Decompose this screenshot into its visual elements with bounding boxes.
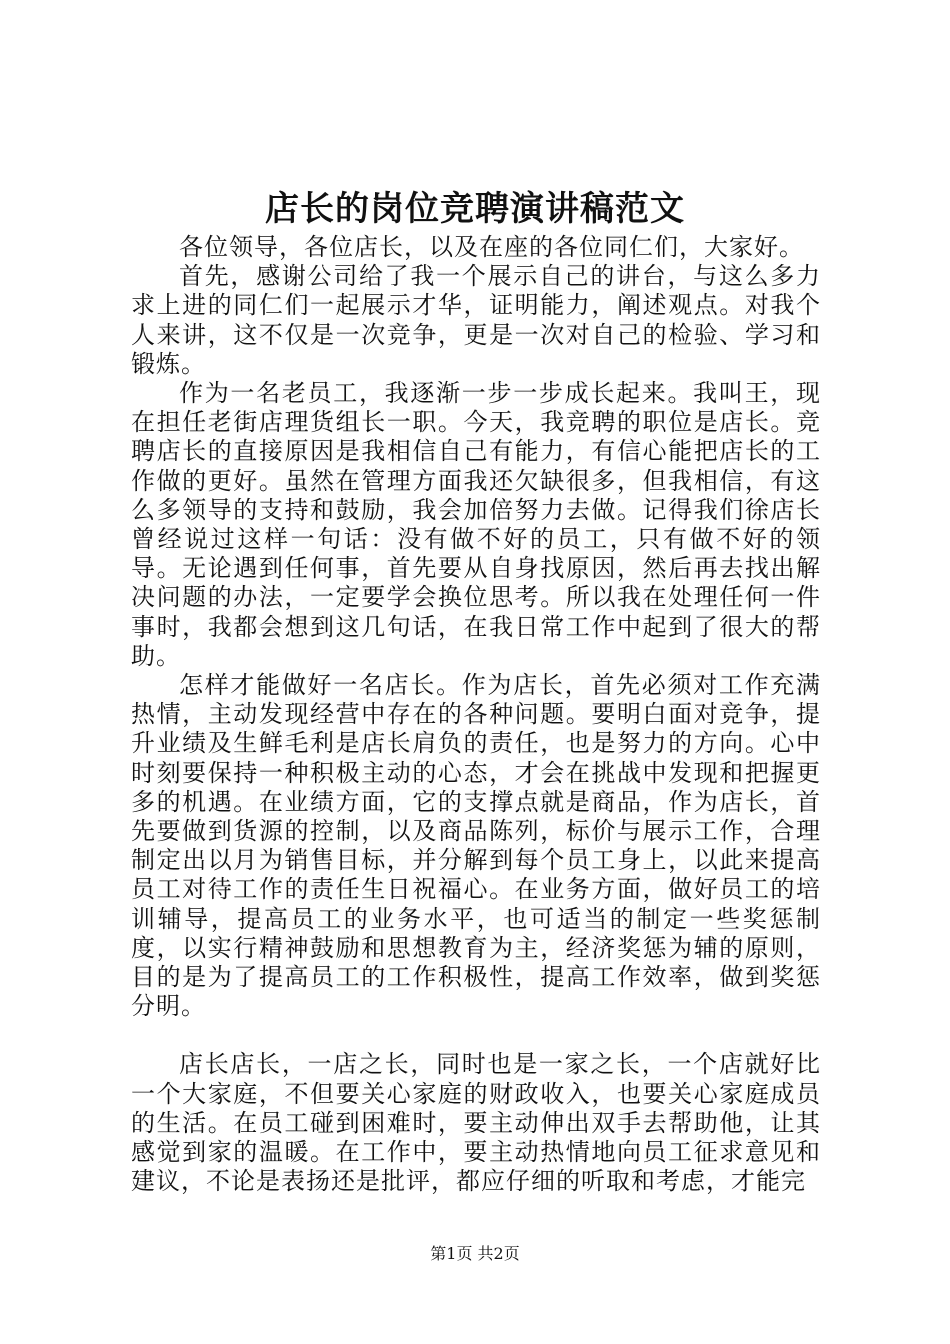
- page-number-footer: 第1页 共2页: [430, 1244, 520, 1263]
- paragraph-opening: 首先，感谢公司给了我一个展示自己的讲台，与这么多力求上进的同仁们一起展示才华，证明能力，阐述观点。对我个人来讲，这不仅是一次竞争，更是一次对自己的检验、学习和锻炼。: [131, 262, 821, 378]
- document-body: [131, 233, 821, 1197]
- paragraph-store-as-family: 店长店长，一店之长，同时也是一家之长，一个店就好比一个大家庭，不但要关心家庭的财政收入，也要关心家庭成员的生活。在员工碰到困难时，要主动伸出双手去帮助他，让其感觉到家的温暖。在工作中，要主动热情地向员工征求意见和建议，不论是表扬还是批评，都应仔细的听取和考虑，才能完: [131, 1050, 821, 1196]
- document-title: 店长的岗位竞聘演讲稿范文: [265, 189, 685, 229]
- paragraph-greeting: 各位领导，各位店长，以及在座的各位同仁们，大家好。: [179, 233, 804, 261]
- paragraph-how-to-be-manager: 怎样才能做好一名店长。作为店长，首先必须对工作充满热情，主动发现经营中存在的各种问题。要明白面对竞争，提升业绩及生鲜毛利是店长肩负的责任，也是努力的方向。心中时刻要保持一种积极主动的心态，才会在挑战中发现和把握更多的机遇。在业绩方面，它的支撑点就是商品，作为店长，首先要做到货源的控制，以及商品陈列，标价与展示工作，合理制定出以月为销售目标，并分解到每个员工身上，以此来提高员工对待工作的责任生日祝福心。在业务方面，做好员工的培训辅导，提高员工的业务水平，也可适当的制定一些奖惩制度，以实行精神鼓励和思想教育为主，经济奖惩为辅的原则，目的是为了提高员工的工作积极性，提高工作效率，做到奖惩分明。: [131, 671, 821, 1021]
- paragraph-background: 作为一名老员工，我逐渐一步一步成长起来。我叫王，现在担任老街店理货组长一职。今天，我竞聘的职位是店长。竞聘店长的直接原因是我相信自己有能力，有信心能把店长的工作做的更好。虽然在管理方面我还欠缺很多，但我相信，有这么多领导的支持和鼓励，我会加倍努力去做。记得我们徐店长曾经说过这样一句话：没有做不好的员工，只有做不好的领导。无论遇到任何事，首先要从自身找原因，然后再去找出解决问题的办法，一定要学会换位思考。所以我在处理任何一件事时，我都会想到这几句话，在我日常工作中起到了很大的帮助。: [131, 379, 821, 670]
